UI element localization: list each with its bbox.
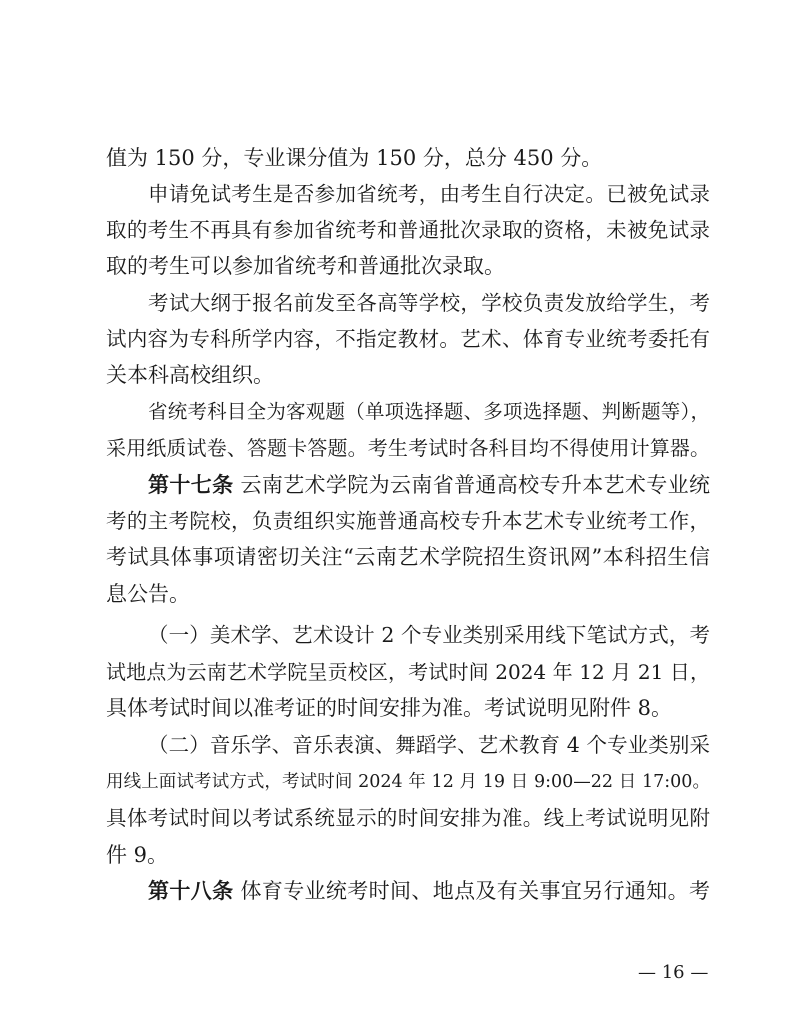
paragraph-line: 关本科高校组织。 <box>106 363 274 387</box>
paragraph-line: 申请免试考生是否参加省统考，由考生自行决定。已被免试录 <box>148 182 710 206</box>
page-number: — 16 — <box>638 962 709 983</box>
paragraph-line: （一）美术学、艺术设计 2 个专业类别采用线下笔试方式，考 <box>148 623 710 647</box>
paragraph-line: 取的考生不再具有参加省统考和普通批次录取的资格，未被免试录 <box>106 218 710 242</box>
article-heading: 第十八条 <box>148 878 234 903</box>
paragraph-line: 采用纸质试卷、答题卡答题。考生考试时各科目均不得使用计算器。 <box>106 436 710 460</box>
paragraph-line: 取的考生可以参加省统考和普通批次录取。 <box>106 254 505 278</box>
paragraph-line: 试内容为专科所学内容，不指定教材。艺术、体育专业统考委托有 <box>106 327 710 351</box>
paragraph-line: 省统考科目全为客观题（单项选择题、多项选择题、判断题等）， <box>148 400 710 423</box>
paragraph-line: 息公告。 <box>106 582 190 606</box>
paragraph-line: 件 9。 <box>106 843 169 867</box>
paragraph-line: 云南艺术学院为云南省普通高校专升本艺术专业统 <box>240 473 711 497</box>
paragraph-line: 试地点为云南艺术学院呈贡校区，考试时间 2024 年 12 月 21 日， <box>106 660 710 684</box>
paragraph-line: 体育专业统考时间、地点及有关事宜另行通知。考 <box>240 879 711 903</box>
paragraph-line: 用线上面试考试方式，考试时间 2024 年 12 月 19 日 9:00—22 日 17:00。 <box>106 772 710 792</box>
article-line <box>148 874 710 908</box>
paragraph-line: 具体考试时间以考试系统显示的时间安排为准。线上考试说明见附 <box>106 806 710 830</box>
paragraph-line: 考试大纲于报名前发至各高等学校，学校负责发放给学生，考 <box>148 291 710 315</box>
paragraph-line: 值为 150 分，专业课分值为 150 分，总分 450 分。 <box>106 146 603 170</box>
paragraph-line: 考的主考院校，负责组织实施普通高校专升本艺术专业统考工作， <box>106 509 710 533</box>
paragraph-line: 考试具体事项请密切关注“云南艺术学院招生资讯网”本科招生信 <box>106 545 710 569</box>
article-line <box>148 468 710 502</box>
article-heading: 第十七条 <box>148 472 234 497</box>
paragraph-line: （二）音乐学、音乐表演、舞蹈学、艺术教育 4 个专业类别采 <box>148 733 710 757</box>
paragraph-line: 具体考试时间以准考证的时间安排为准。考试说明见附件 8。 <box>106 696 673 720</box>
